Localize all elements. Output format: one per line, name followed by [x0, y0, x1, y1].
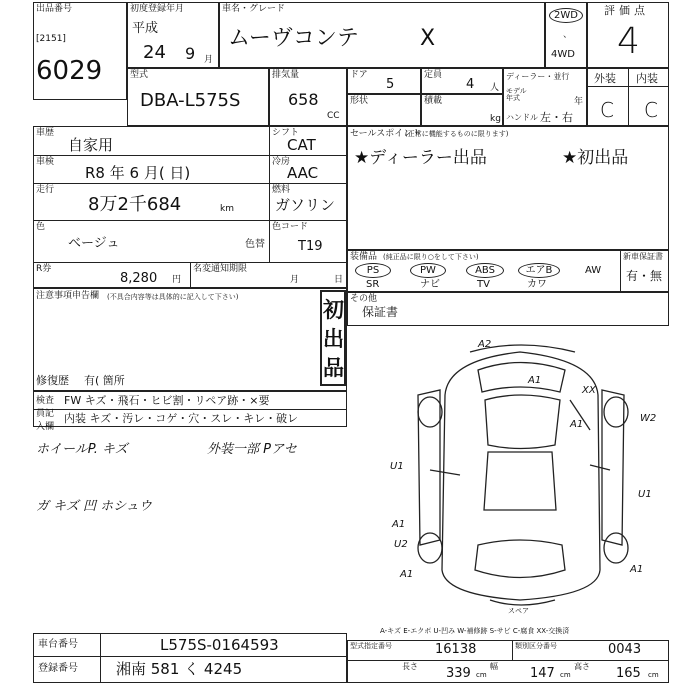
inspection-value: R8 年 6 月( 日) — [85, 164, 191, 182]
cap-unit: 人 — [490, 83, 500, 93]
shift-label: シフト — [272, 128, 300, 138]
model-label: 型式 — [130, 70, 149, 80]
chassis-label: 車台番号 — [38, 639, 78, 650]
equip-pw: PW — [410, 263, 446, 278]
caution-note: (不具合内容等は具体的に記入して下さい) — [107, 293, 239, 301]
height-value: 165 — [616, 666, 641, 681]
door-label: ドア — [350, 70, 368, 80]
footer-left-hline — [33, 656, 347, 657]
reg-year: 24 — [143, 42, 166, 63]
first-stamp: 初出品 — [323, 298, 344, 380]
ac-label: 冷房 — [272, 157, 291, 167]
interior-row: 内装 キズ・汚レ・コゲ・穴・スレ・キレ・破レ — [64, 412, 299, 425]
disp-label: 排気量 — [272, 70, 300, 80]
mark-a1-right: A1 — [630, 564, 644, 575]
mileage-unit: km — [220, 204, 234, 214]
tax-day: 日 — [334, 275, 344, 285]
first-reg-label: 初度登録年月 — [130, 4, 185, 14]
mileage-value: 8万2千684 — [88, 194, 182, 215]
equipment-note: (純正品に限り○をして下さい) — [383, 253, 479, 261]
color-code-value: T19 — [298, 239, 323, 254]
chassis-value: L575S-0164593 — [160, 636, 279, 654]
mark-a1-hood: A1 — [528, 375, 542, 386]
recycle-value: 8,280 — [120, 271, 158, 286]
class-label: 類別区分番号 — [515, 642, 557, 650]
score-label: 評価点 — [604, 4, 649, 17]
shift-value: CAT — [287, 136, 316, 154]
recycle-unit: 円 — [172, 275, 182, 285]
disp-unit: CC — [327, 111, 340, 121]
drive-2wd-circled: 2WD — [549, 8, 583, 23]
warranty-label: 新車保証書 — [623, 252, 663, 261]
repair-value: 有( 箇所 — [84, 374, 125, 387]
mark-a1-side: A1 — [570, 419, 584, 430]
disp-value: 658 — [288, 90, 319, 109]
exterior-grade: C — [600, 98, 614, 122]
length-label: 長さ — [402, 662, 418, 671]
color-label: 色 — [36, 222, 46, 232]
footer-left-vline — [100, 633, 101, 683]
tax-month: 月 — [290, 275, 300, 285]
history-value: 自家用 — [68, 136, 114, 154]
grade: X — [420, 26, 436, 51]
spare-label: スペア — [508, 607, 529, 615]
inspector-label: 検査員記入欄 — [36, 396, 55, 432]
equip-sr: SR — [366, 279, 380, 290]
color-change-label: 色替 — [245, 239, 265, 250]
note-exterior: 外装一部 Pアセ — [207, 442, 297, 457]
model-year-unit: 年 — [574, 97, 584, 107]
fuel-value: ガソリン — [275, 196, 336, 214]
fuel-label: 燃料 — [272, 185, 291, 195]
color-code-label: 色コード — [272, 222, 309, 232]
sales-note: (正常に機能するものに限ります) — [405, 130, 509, 138]
footer-right-hline — [347, 660, 669, 661]
model-year-label: モデル年式 — [506, 87, 527, 102]
reg-month: 9 — [185, 44, 196, 63]
inspection-label: 車検 — [36, 157, 55, 167]
ac-value: AAC — [287, 164, 319, 182]
equip-tv: TV — [477, 279, 490, 290]
model-value: DBA-L575S — [140, 90, 241, 111]
note-glass: ガ キズ 凹 ホシュウ — [36, 499, 152, 514]
interior-grade: C — [644, 98, 658, 122]
handle-label: ハンドル — [506, 113, 538, 122]
name-label: 車名・グレード — [222, 4, 286, 14]
lot-number: 6029 — [36, 56, 103, 86]
equip-airbag: エアB — [518, 263, 560, 278]
warranty-value: 有・無 — [626, 269, 663, 283]
equip-aw: AW — [585, 265, 602, 276]
height-unit: cm — [648, 671, 659, 679]
plate-label: 登録番号 — [38, 663, 78, 674]
mark-a1-left: A1 — [392, 519, 406, 530]
color-value: ベージュ — [68, 236, 120, 251]
score-value: 4 — [617, 21, 640, 62]
length-unit: cm — [476, 671, 487, 679]
reg-month-unit: 月 — [204, 55, 214, 65]
mark-xx: XX — [582, 385, 596, 396]
load-label: 積載 — [424, 96, 443, 106]
class-value: 0043 — [608, 642, 642, 657]
mileage-label: 走行 — [36, 185, 55, 195]
exterior-label: 外装 — [594, 72, 616, 85]
width-unit: cm — [560, 671, 571, 679]
dealer-label: ディーラー・並行 — [506, 72, 570, 81]
load-unit: kg — [490, 114, 501, 124]
drive-dot: 、 — [563, 30, 573, 40]
fw-row: FW キズ・飛石・ヒビ割・リペア跡・×要 — [64, 394, 270, 407]
mark-u1-right: U1 — [638, 489, 652, 500]
equip-abs: ABS — [466, 263, 504, 278]
era: 平成 — [132, 21, 159, 36]
door-value: 5 — [386, 77, 395, 92]
shape-label: 形状 — [350, 96, 369, 106]
cap-value: 4 — [466, 77, 475, 92]
cap-label: 定員 — [424, 70, 443, 80]
length-value: 339 — [446, 666, 471, 681]
equipment-label: 装備品 — [350, 252, 378, 262]
others-label: その他 — [350, 294, 378, 304]
lot-sub: [2151] — [36, 34, 66, 44]
tax-label: 名変通知期限 — [193, 264, 248, 274]
equip-ps: PS — [355, 263, 391, 278]
width-label: 幅 — [490, 662, 498, 671]
mark-w2: W2 — [640, 413, 657, 424]
others-value: 保証書 — [362, 305, 399, 319]
interior-label: 内装 — [636, 72, 658, 85]
equip-navi: ナビ — [420, 279, 440, 290]
legend: A-キズ E-エクボ U-凹み W-補修跡 S-サビ C-腐食 XX-交換済 — [380, 627, 570, 635]
repair-label: 修復歴 — [36, 374, 69, 387]
handle-value: 左・右 — [540, 111, 573, 124]
mark-a2-top: A2 — [478, 339, 492, 350]
history-label: 車歴 — [36, 128, 55, 138]
type-no-value: 16138 — [435, 642, 477, 657]
plate-value: 湘南 581 く 4245 — [116, 660, 243, 678]
sales-point-2: ★初出品 — [562, 148, 629, 168]
caution-label: 注意事項申告欄 — [36, 291, 100, 301]
lot-label: 出品番号 — [36, 4, 73, 14]
mark-a1-lower-left: A1 — [400, 569, 414, 580]
sales-label: セールスポイント — [350, 129, 422, 139]
note-wheel: ホイールP. キズ — [36, 442, 128, 457]
footer-right-vline — [512, 640, 513, 660]
mark-u2: U2 — [394, 539, 408, 550]
equip-leather: カワ — [527, 279, 547, 290]
type-no-label: 型式指定番号 — [350, 642, 392, 650]
mark-u1-left: U1 — [390, 461, 404, 472]
width-value: 147 — [530, 666, 555, 681]
drive-4wd: 4WD — [551, 49, 575, 60]
height-label: 高さ — [574, 662, 590, 671]
sales-point-1: ★ディーラー出品 — [354, 148, 487, 168]
car-name: ムーヴコンテ — [228, 26, 359, 51]
recycle-label: R券 — [36, 264, 52, 274]
